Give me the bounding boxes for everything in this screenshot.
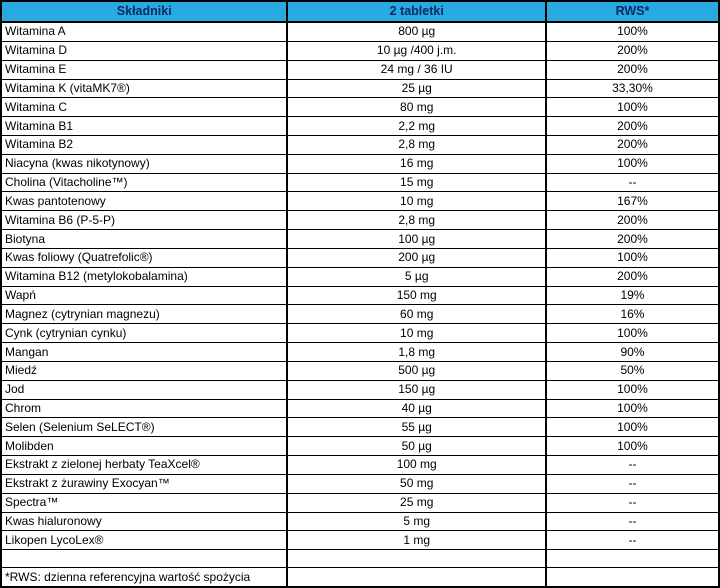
amount-cell: 15 mg bbox=[287, 173, 545, 192]
rws-cell: 200% bbox=[546, 60, 719, 79]
ingredient-name-cell: Magnez (cytrynian magnezu) bbox=[1, 305, 287, 324]
table-row bbox=[1, 456, 719, 475]
col-header-dose: 2 tabletki bbox=[287, 1, 545, 22]
amount-cell: 150 µg bbox=[287, 380, 545, 399]
rws-cell: -- bbox=[546, 493, 719, 512]
spacer-cell bbox=[287, 550, 545, 568]
rws-cell: 167% bbox=[546, 192, 719, 211]
amount-cell: 5 mg bbox=[287, 512, 545, 531]
rws-cell: 100% bbox=[546, 437, 719, 456]
amount-cell: 800 µg bbox=[287, 22, 545, 41]
table-row bbox=[1, 286, 719, 305]
rws-cell: 16% bbox=[546, 305, 719, 324]
spacer-cell bbox=[546, 550, 719, 568]
amount-cell: 200 µg bbox=[287, 248, 545, 267]
amount-cell: 25 µg bbox=[287, 79, 545, 98]
amount-cell: 2,8 mg bbox=[287, 135, 545, 154]
ingredient-name-cell: Witamina A bbox=[1, 22, 287, 41]
rws-cell: 100% bbox=[546, 418, 719, 437]
table-row bbox=[1, 267, 719, 286]
amount-cell: 10 µg /400 j.m. bbox=[287, 41, 545, 60]
ingredient-name-cell: Likopen LycoLex® bbox=[1, 531, 287, 550]
table-row bbox=[1, 324, 719, 343]
table-row bbox=[1, 41, 719, 60]
amount-cell: 50 µg bbox=[287, 437, 545, 456]
ingredient-name-cell: Witamina D bbox=[1, 41, 287, 60]
rws-cell: 200% bbox=[546, 135, 719, 154]
footnote-row bbox=[1, 568, 719, 587]
rws-cell: 100% bbox=[546, 248, 719, 267]
rws-cell: -- bbox=[546, 531, 719, 550]
rws-cell: 33,30% bbox=[546, 79, 719, 98]
col-header-ingredients: Składniki bbox=[1, 1, 287, 22]
ingredient-name-cell: Molibden bbox=[1, 437, 287, 456]
table-row bbox=[1, 531, 719, 550]
table-row bbox=[1, 173, 719, 192]
table-row bbox=[1, 474, 719, 493]
ingredient-name-cell: Niacyna (kwas nikotynowy) bbox=[1, 154, 287, 173]
table-row bbox=[1, 380, 719, 399]
rws-cell: -- bbox=[546, 474, 719, 493]
table-row bbox=[1, 343, 719, 362]
table-body bbox=[1, 22, 719, 550]
rws-cell: 50% bbox=[546, 361, 719, 380]
table-row bbox=[1, 493, 719, 512]
ingredient-name-cell: Spectra™ bbox=[1, 493, 287, 512]
table-row bbox=[1, 79, 719, 98]
ingredient-name-cell: Witamina B6 (P-5-P) bbox=[1, 211, 287, 230]
table-row bbox=[1, 437, 719, 456]
rws-cell: -- bbox=[546, 456, 719, 475]
rws-cell: -- bbox=[546, 512, 719, 531]
amount-cell: 2,8 mg bbox=[287, 211, 545, 230]
ingredient-name-cell: Witamina K (vitaMK7®) bbox=[1, 79, 287, 98]
rws-cell: 100% bbox=[546, 399, 719, 418]
ingredient-name-cell: Ekstrakt z zielonej herbaty TeaXcel® bbox=[1, 456, 287, 475]
table-row bbox=[1, 211, 719, 230]
amount-cell: 1 mg bbox=[287, 531, 545, 550]
ingredient-name-cell: Witamina E bbox=[1, 60, 287, 79]
amount-cell: 55 µg bbox=[287, 418, 545, 437]
ingredient-name-cell: Cholina (Vitacholine™) bbox=[1, 173, 287, 192]
table-footer-body bbox=[1, 550, 719, 587]
ingredient-name-cell: Ekstrakt z żurawiny Exocyan™ bbox=[1, 474, 287, 493]
rws-cell: 100% bbox=[546, 154, 719, 173]
ingredient-name-cell: Selen (Selenium SeLECT®) bbox=[1, 418, 287, 437]
amount-cell: 100 µg bbox=[287, 230, 545, 249]
table-row bbox=[1, 361, 719, 380]
amount-cell: 80 mg bbox=[287, 98, 545, 117]
amount-cell: 100 mg bbox=[287, 456, 545, 475]
amount-cell: 40 µg bbox=[287, 399, 545, 418]
rws-cell: 100% bbox=[546, 22, 719, 41]
amount-cell: 50 mg bbox=[287, 474, 545, 493]
rws-cell: 200% bbox=[546, 230, 719, 249]
table-row bbox=[1, 60, 719, 79]
rws-cell: -- bbox=[546, 173, 719, 192]
amount-cell: 10 mg bbox=[287, 324, 545, 343]
ingredient-name-cell: Kwas pantotenowy bbox=[1, 192, 287, 211]
rws-cell: 200% bbox=[546, 211, 719, 230]
rws-cell: 90% bbox=[546, 343, 719, 362]
amount-cell: 25 mg bbox=[287, 493, 545, 512]
ingredient-name-cell: Mangan bbox=[1, 343, 287, 362]
footnote-empty-cell bbox=[546, 568, 719, 587]
amount-cell: 1,8 mg bbox=[287, 343, 545, 362]
table-row bbox=[1, 98, 719, 117]
table-row bbox=[1, 192, 719, 211]
ingredient-name-cell: Wapń bbox=[1, 286, 287, 305]
rws-cell: 100% bbox=[546, 98, 719, 117]
rws-cell: 100% bbox=[546, 380, 719, 399]
ingredient-name-cell: Miedź bbox=[1, 361, 287, 380]
ingredient-name-cell: Witamina C bbox=[1, 98, 287, 117]
table-row bbox=[1, 22, 719, 41]
amount-cell: 16 mg bbox=[287, 154, 545, 173]
rws-cell: 200% bbox=[546, 41, 719, 60]
ingredient-name-cell: Chrom bbox=[1, 399, 287, 418]
ingredient-name-cell: Cynk (cytrynian cynku) bbox=[1, 324, 287, 343]
table-row bbox=[1, 117, 719, 136]
table-row bbox=[1, 418, 719, 437]
amount-cell: 150 mg bbox=[287, 286, 545, 305]
rws-cell: 19% bbox=[546, 286, 719, 305]
ingredient-name-cell: Jod bbox=[1, 380, 287, 399]
amount-cell: 60 mg bbox=[287, 305, 545, 324]
spacer-row bbox=[1, 550, 719, 568]
rws-cell: 200% bbox=[546, 267, 719, 286]
footnote-empty-cell bbox=[287, 568, 545, 587]
amount-cell: 2,2 mg bbox=[287, 117, 545, 136]
table-row bbox=[1, 512, 719, 531]
table-row bbox=[1, 248, 719, 267]
amount-cell: 10 mg bbox=[287, 192, 545, 211]
table-row bbox=[1, 230, 719, 249]
ingredient-name-cell: Biotyna bbox=[1, 230, 287, 249]
ingredient-name-cell: Kwas hialuronowy bbox=[1, 512, 287, 531]
ingredient-name-cell: Witamina B12 (metylokobalamina) bbox=[1, 267, 287, 286]
col-header-rws: RWS* bbox=[546, 1, 719, 22]
table-row bbox=[1, 154, 719, 173]
ingredient-name-cell: Witamina B1 bbox=[1, 117, 287, 136]
ingredient-name-cell: Witamina B2 bbox=[1, 135, 287, 154]
amount-cell: 5 µg bbox=[287, 267, 545, 286]
amount-cell: 500 µg bbox=[287, 361, 545, 380]
spacer-cell bbox=[1, 550, 287, 568]
amount-cell: 24 mg / 36 IU bbox=[287, 60, 545, 79]
rws-cell: 100% bbox=[546, 324, 719, 343]
footnote-text: *RWS: dzienna referencyjna wartość spożycia bbox=[1, 568, 287, 587]
table-row bbox=[1, 135, 719, 154]
rws-cell: 200% bbox=[546, 117, 719, 136]
header-row bbox=[1, 1, 719, 22]
ingredient-name-cell: Kwas foliowy (Quatrefolic®) bbox=[1, 248, 287, 267]
table-row bbox=[1, 305, 719, 324]
table-row bbox=[1, 399, 719, 418]
